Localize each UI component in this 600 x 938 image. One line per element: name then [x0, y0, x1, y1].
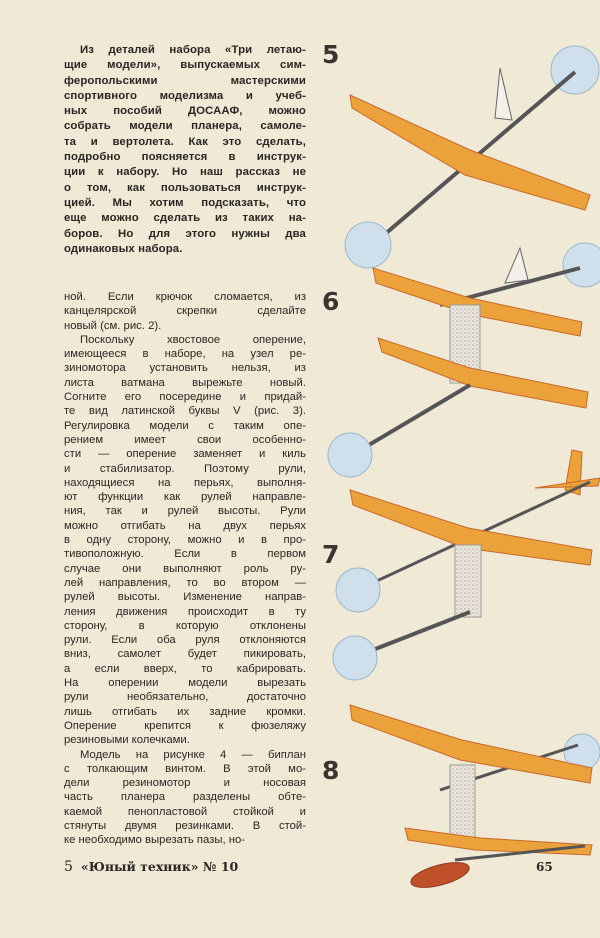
propeller-icon: [336, 568, 380, 612]
text-line: находящиеся на перьях, выполня-: [64, 476, 306, 489]
text-line: лишь отгибать их задние кромки.: [64, 705, 306, 718]
text-line: каемой пенопластовой стойкой и: [64, 805, 306, 818]
text-line: щие модели», выпускаемых сим-: [64, 59, 306, 72]
text-line: еще можно сделать из таких на-: [64, 212, 306, 225]
text-line: тивоположную. Если в первом: [64, 548, 306, 561]
text-line: лей направления, то во втором —: [64, 576, 306, 589]
text-line: ют функции как рулей направле-: [64, 491, 306, 504]
text-line: можно отгибать на двух перьях: [64, 519, 306, 532]
text-line: рением имеет свои особенно-: [64, 433, 306, 446]
figure-number-8: 8: [322, 756, 340, 785]
text-line: случае они выполняют роль ру-: [64, 562, 306, 575]
text-line: ния, так и рулей высоты. Рули: [64, 505, 306, 518]
text-line: стянуты двумя резинками. В стой-: [64, 819, 306, 832]
text-line: листа ватмана вырежьте новый.: [64, 376, 306, 389]
text-line: боров. Но для этого нужны два: [64, 227, 306, 240]
figure-number-5: 5: [322, 40, 340, 69]
text-line: дели резиномотор и носовая: [64, 777, 306, 790]
text-line: цией. Мы хотим подсказать, что: [64, 196, 306, 209]
text-line: Регулировка модели с таким опе-: [64, 419, 306, 432]
lower-wing: [378, 338, 588, 408]
text-line: сторону, в которую отклонены: [64, 619, 306, 632]
figure-8-model-illustration: [350, 705, 600, 892]
text-line: новый (см. рис. 2).: [64, 319, 162, 332]
figure-6-biplane-illustration: [328, 243, 600, 477]
text-line: ции к набору. Но наш рассказ не: [64, 166, 306, 179]
text-line: Согните его посередине и придай-: [64, 391, 306, 404]
text-line: ных пособий ДОСААФ, можно: [64, 105, 306, 118]
text-line: о том, как пользоваться инструк-: [64, 181, 306, 194]
text-line: имеющееся в наборе, на узел ре-: [64, 348, 306, 361]
foam-stand: [455, 545, 481, 617]
wing: [350, 95, 590, 210]
text-line: ной. Если крючок сломается, из: [64, 291, 306, 303]
text-line: канцелярской скрепки сделайте: [64, 305, 306, 318]
text-line: спортивного моделизма и учеб-: [64, 89, 306, 102]
text-line: те вид латинской буквы V (рис. 3).: [64, 405, 306, 418]
text-line: На оперении модели вырезать: [64, 677, 306, 690]
footer-page-left: 5: [64, 859, 73, 875]
text-line: одинаковых набора.: [64, 242, 183, 255]
text-line: и стабилизатор. Поэтому рули,: [64, 462, 306, 475]
text-line: рули. Если оба руля отклоняются: [64, 634, 306, 647]
text-line: зиномотора установить нельзя, из: [64, 362, 306, 375]
text-line: феропольскими мастерскими: [64, 74, 306, 87]
text-line: рули необязательно, достаточно: [64, 691, 306, 704]
text-line: Из деталей набора «Три летаю-: [80, 44, 306, 56]
footer-magazine: [64, 859, 238, 875]
propeller-icon: [328, 433, 372, 477]
text-line: подробно поясняется в инструк-: [64, 151, 306, 164]
propeller-icon: [333, 636, 377, 680]
figure-7-model-illustration: [333, 450, 600, 680]
text-line: Оперение крепится к фюзеляжу: [64, 719, 306, 732]
figure-number-7: 7: [322, 540, 340, 569]
text-line: часть планера разделены обте-: [64, 791, 306, 804]
propeller-icon: [563, 243, 600, 287]
propeller-icon: [345, 222, 391, 268]
text-line: собрать модели планера, самоле-: [64, 120, 306, 133]
text-line: резиновыми колечками.: [64, 734, 190, 747]
text-line: а если вверх, то кабрировать.: [64, 662, 306, 675]
text-line: Модель на рисунке 4 — биплан: [80, 748, 306, 761]
text-line: ления движения происходит в ту: [64, 605, 306, 618]
text-line: Поскольку хвостовое оперение,: [80, 333, 306, 346]
foam-stand: [450, 765, 475, 837]
text-line: в одну сторону, можно и в про-: [64, 534, 306, 547]
text-line: рулей высоты. Изменение направ-: [64, 591, 306, 604]
text-line: та и вертолета. Как это сделать,: [64, 135, 306, 148]
figure-5-glider-illustration: [345, 46, 599, 268]
text-line: вниз, самолет будет пикировать,: [64, 648, 306, 661]
text-line: сти — оперение заменяет и киль: [64, 448, 306, 461]
page-number: 65: [536, 860, 553, 874]
text-line: с толкающим винтом. В этой мо-: [64, 762, 306, 775]
magazine-title: «Юный техник» № 10: [80, 859, 239, 874]
figure-number-6: 6: [322, 287, 340, 316]
text-line: ке необходимо вырезать пазы, но-: [64, 834, 246, 847]
